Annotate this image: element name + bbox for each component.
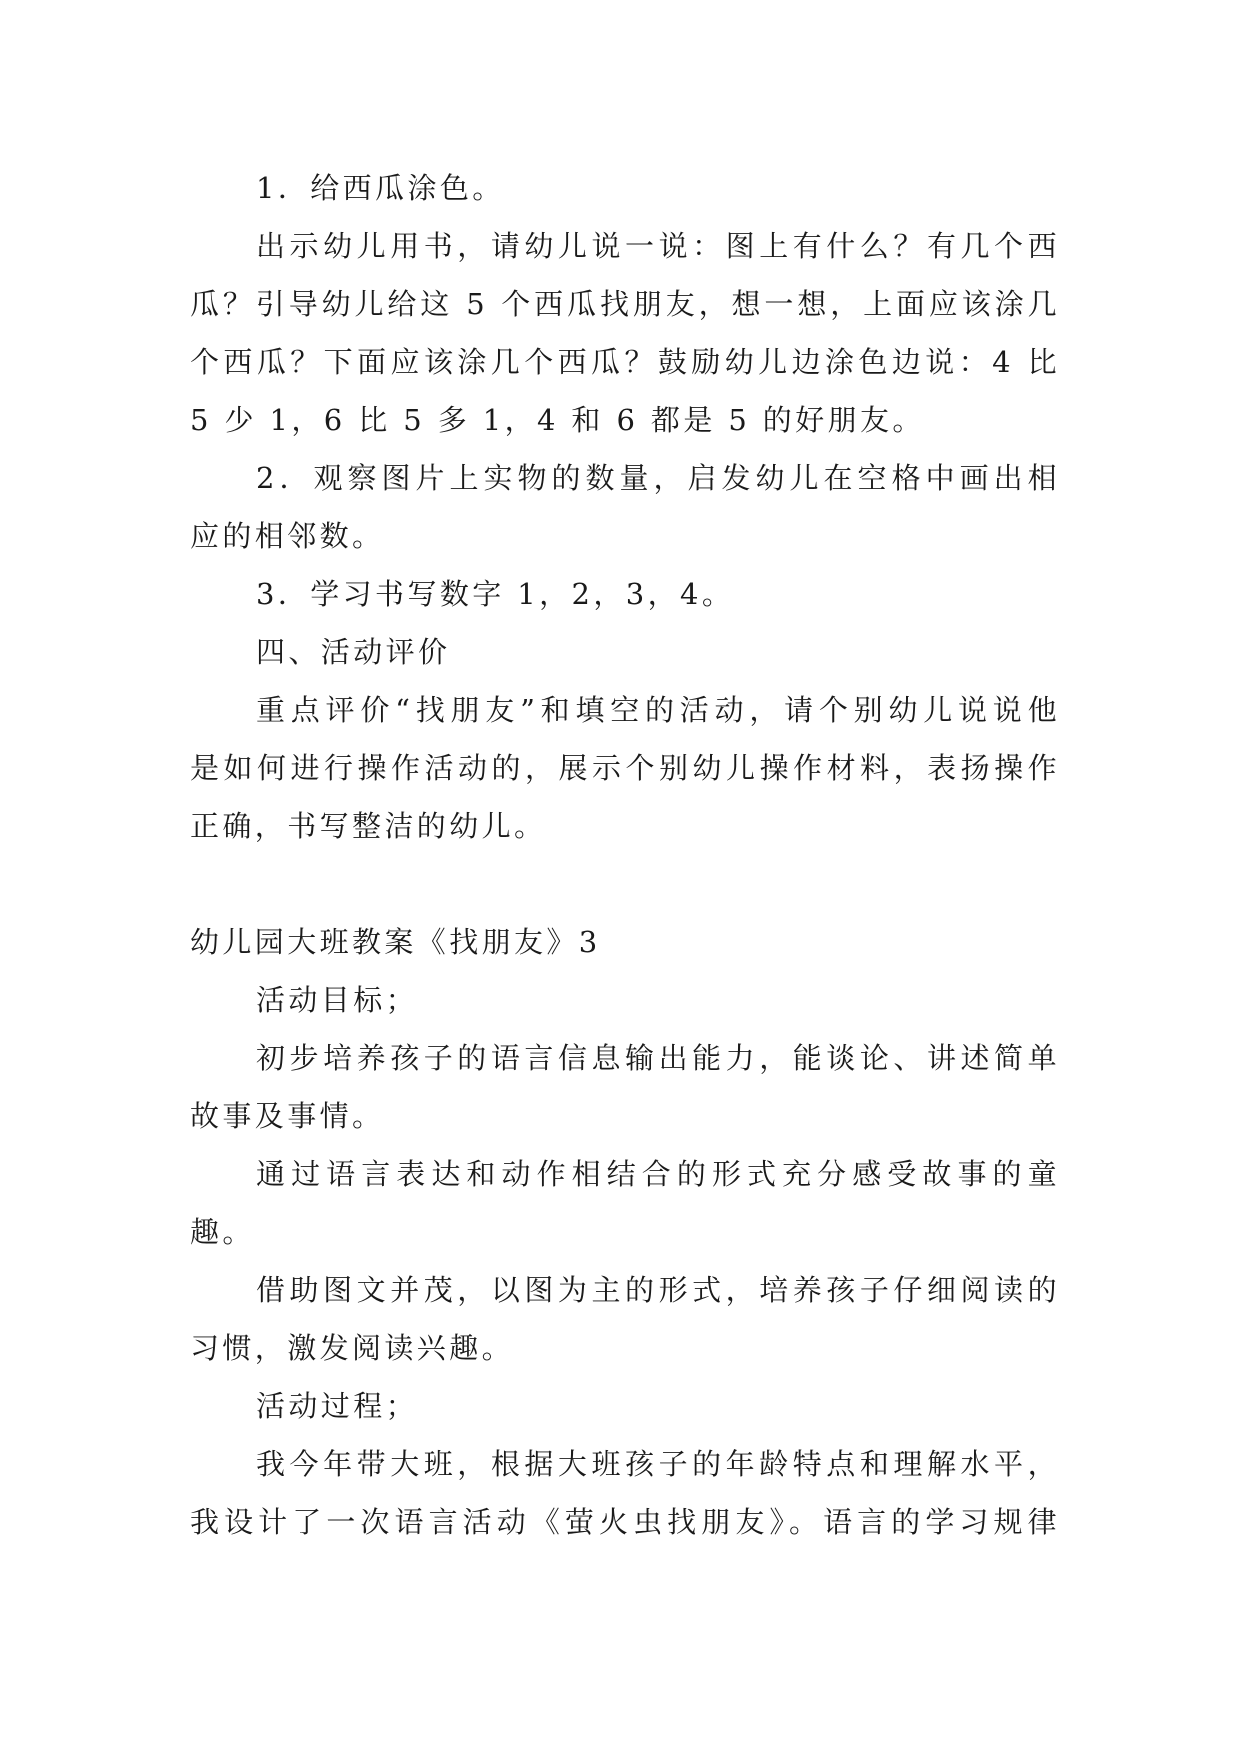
paragraph-line: 初步培养孩子的语言信息输出能力，能谈论、讲述简单 xyxy=(256,1041,1060,1075)
paragraph-line: 我今年带大班，根据大班孩子的年龄特点和理解水平， xyxy=(256,1447,1060,1481)
section-heading: 四、活动评价 xyxy=(256,635,451,669)
paragraph-line: 借助图文并茂，以图为主的形式，培养孩子仔细阅读的 xyxy=(256,1273,1060,1307)
paragraph-line: 通过语言表达和动作相结合的形式充分感受故事的童 xyxy=(256,1157,1060,1191)
paragraph-line: 2．观察图片上实物的数量，启发幼儿在空格中画出相 xyxy=(256,461,1060,495)
paragraph-line: 应的相邻数。 xyxy=(190,519,385,553)
paragraph-line: 1．给西瓜涂色。 xyxy=(256,171,505,205)
paragraph-line: 5 少 1，6 比 5 多 1，4 和 6 都是 5 的好朋友。 xyxy=(190,403,925,437)
article-title: 幼儿园大班教案《找朋友》3 xyxy=(190,925,601,959)
paragraph-line: 3．学习书写数字 1，2，3，4。 xyxy=(256,577,735,611)
paragraph-line: 瓜？引导幼儿给这 5 个西瓜找朋友，想一想，上面应该涂几 xyxy=(190,287,1060,321)
paragraph-line: 趣。 xyxy=(190,1215,255,1249)
paragraph-line: 个西瓜？下面应该涂几个西瓜？鼓励幼儿边涂色边说：4 比 xyxy=(190,345,1060,379)
paragraph-line: 出示幼儿用书，请幼儿说一说：图上有什么？有几个西 xyxy=(256,229,1060,263)
paragraph-line: 是如何进行操作活动的，展示个别幼儿操作材料，表扬操作 xyxy=(190,751,1060,785)
paragraph-line: 我设计了一次语言活动《萤火虫找朋友》。语言的学习规律 xyxy=(190,1505,1060,1539)
section-heading: 活动目标； xyxy=(256,983,419,1017)
paragraph-line: 故事及事情。 xyxy=(190,1099,385,1133)
paragraph-line: 重点评价“找朋友”和填空的活动，请个别幼儿说说他 xyxy=(256,693,1060,727)
paragraph-line: 习惯，激发阅读兴趣。 xyxy=(190,1331,515,1365)
paragraph-line: 正确，书写整洁的幼儿。 xyxy=(190,809,547,843)
section-heading: 活动过程； xyxy=(256,1389,419,1423)
